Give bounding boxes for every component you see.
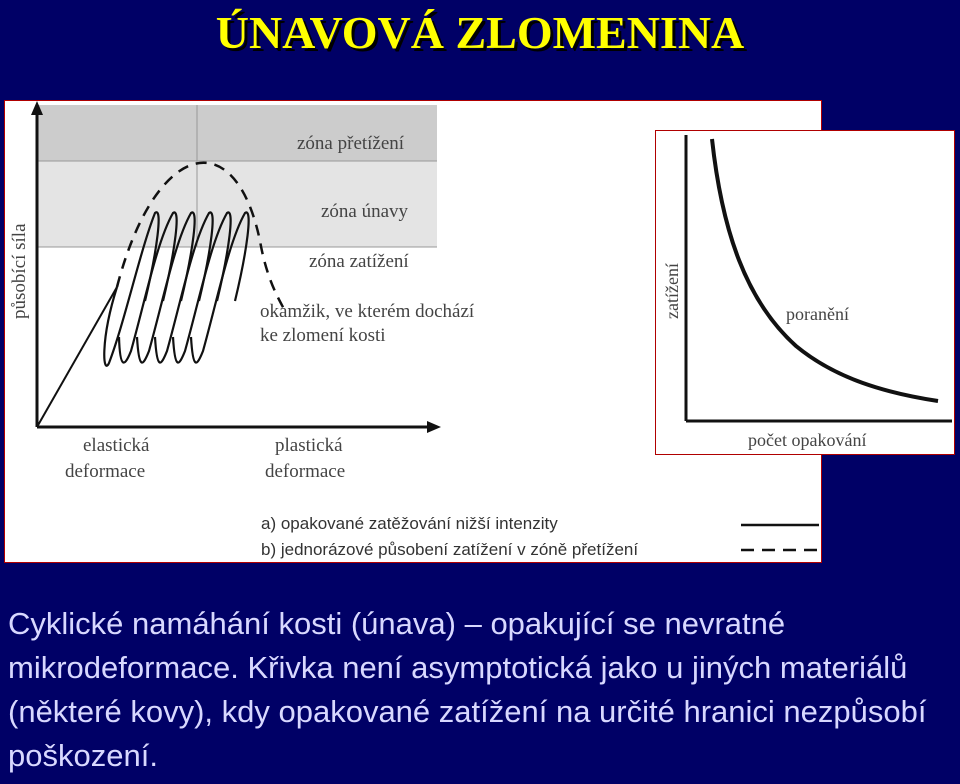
elastic-label-line1: elastická [83,435,150,456]
injury-label: poranění [786,304,849,324]
load-zone-label: zóna zatížení [309,251,409,272]
slide-caption: Cyklické namáhání kosti (únava) – opakující se nevratné mikrodeformace. Křivka není asymptotická jako u jiných materiálů (některé kovy), kdy opakované zatížení na určité hranici nezpůsobí poškození. [8,606,927,773]
plastic-label-line1: plastická [275,435,343,456]
elastic-label-line2: deformace [65,461,146,482]
plastic-label-line2: deformace [265,461,346,482]
slide-title: ÚNAVOVÁ ZLOMENINA [215,7,745,58]
repetitions-axis-label: počet opakování [748,430,867,450]
load-axis-label: zatížení [662,263,682,319]
overload-zone-label: zóna přetížení [297,133,405,154]
fatigue-curve-graphic [656,131,954,454]
fatigue-curve [712,139,938,401]
fracture-note-line2: ke zlomení kosti [260,325,386,346]
fatigue-curve-inset [655,130,955,455]
legend-b: b) jednorázové působení zatížení v zóně přetížení [261,540,639,559]
legend-a: a) opakované zatěžování nižší intenzity [261,514,558,533]
force-axis-label: působící síla [9,223,30,319]
fatigue-zone-label: zóna únavy [321,201,409,222]
fracture-note-line1: okamžik, ve kterém dochází [260,301,475,322]
